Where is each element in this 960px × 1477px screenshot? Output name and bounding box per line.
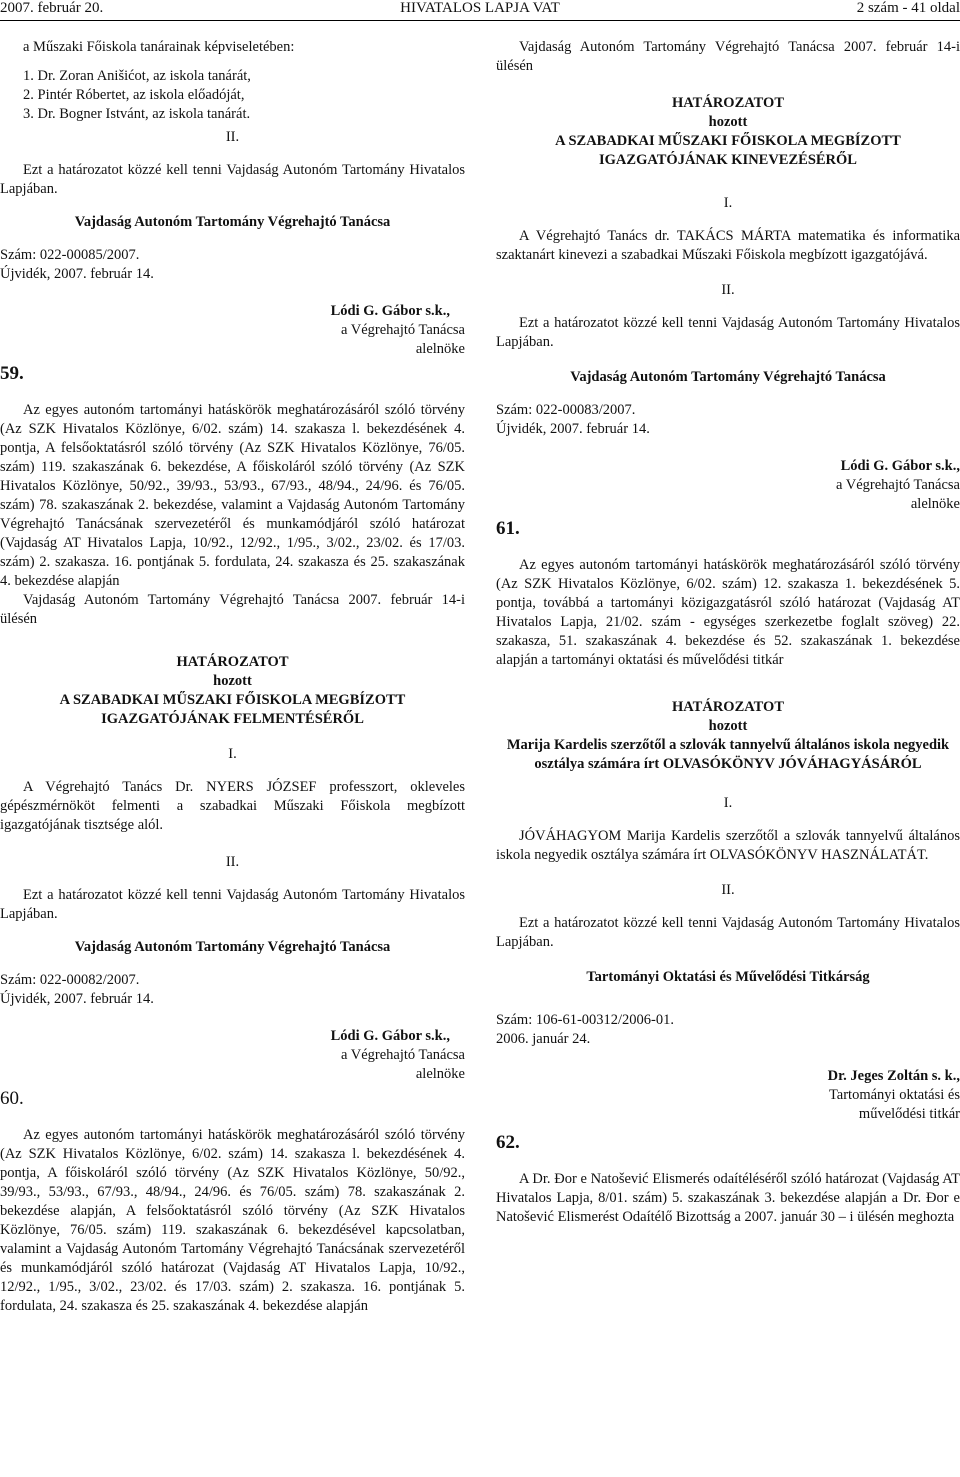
signature-block [0,302,465,359]
section-text: Ezt a határozatot közzé kell tenni Vajdaság Autonóm Tartomány Hivatalos Lapjában. [496,915,960,950]
section-text: Ezt a határozatot közzé kell tenni Vajdaság Autonóm Tartomány Hivatalos Lapjában. [0,162,465,197]
decision-title-line: hozott [708,718,748,734]
session-text: Vajdaság Autonóm Tartomány Végrehajtó Tanácsa 2007. február 14-i ülésén [0,592,465,627]
right-column [496,38,960,1227]
decision-title [496,94,960,170]
document-number: 60. [0,1088,24,1109]
section-text: Ezt a határozatot közzé kell tenni Vajdaság Autonóm Tartomány Hivatalos Lapjában. [0,887,465,922]
section-heading: II. [721,882,735,898]
issue-date: Újvidék, 2007. február 14. [0,991,154,1007]
reference-number: Szám: 106-61-00312/2006-01. [496,1012,675,1028]
intro-text: a Műszaki Főiskola tanárainak képviseletében: [23,39,295,55]
signer-role: a Végrehajtó Tanácsa [340,322,465,338]
signer-role: alelnöke [910,496,960,512]
reference-number: Szám: 022-00085/2007. [0,247,140,263]
section-heading: II. [225,854,240,870]
issue-date: Újvidék, 2007. február 14. [0,266,154,282]
issuing-body: Vajdaság Autonóm Tartomány Végrehajtó Tanácsa [74,214,391,230]
decision-title-line: hozott [708,114,748,130]
decision-title [0,653,465,729]
signer-role: alelnöke [415,341,465,357]
member-item: 1. Dr. Zoran Anišićot, az iskola tanárát, [23,68,251,84]
signer-role: a Végrehajtó Tanácsa [340,1047,465,1063]
decision-title-line: HATÁROZATOT [176,654,289,670]
decision-subject: A SZABADKAI MŰSZAKI FŐISKOLA MEGBÍZOTT IGAZGATÓJÁNAK KINEVEZÉSÉRŐL [555,133,901,168]
reference-number: Szám: 022-00083/2007. [496,402,636,418]
signer-name: Lódi G. Gábor s.k., [840,458,960,474]
decision-title-line: HATÁROZATOT [672,95,784,111]
issue-date: 2006. január 24. [496,1031,591,1047]
preamble-text: Az egyes autonóm tartományi hatáskörök meghatározásáról szóló törvény (Az SZK Hivatalos Közlönye, 6/02. szám) 12. szakasza 1. bekezdésének 5. pontja, továbbá a tartományi közigazgatásról szóló határozat (Vajdaság AT Hivatalos Lapja, 21/02. szám - egységes szerkezetbe foglalt szöveg) 22. szakasza, 51. szakaszának 4. bekezdése és 52. szakaszának 1. bekezdése alapján a tartományi oktatási és művelődési titkár [496,557,960,668]
signer-name: Lódi G. Gábor s.k., [330,303,450,319]
issuing-body: Tartományi Oktatási és Művelődési Titkárság [586,969,870,985]
page-header [0,0,960,21]
section-text: Ezt a határozatot közzé kell tenni Vajdaság Autonóm Tartomány Hivatalos Lapjában. [496,315,960,350]
signer-name: Dr. Jeges Zoltán s. k., [827,1068,960,1084]
section-text: A Végrehajtó Tanács Dr. NYERS JÓZSEF professzort, okleveles gépészmérnököt felmenti a szabadkai Műszaki Főiskola megbízott igazgatójának tisztsége alól. [0,779,465,833]
preamble-text: Az egyes autonóm tartományi hatáskörök meghatározásáról szóló törvény (Az SZK Hivatalos Közlönye, 6/02. szám) 14. szakasza l. bekezdésének 4. pontja, A főiskoláról szóló törvény (Az SZK Hivatalos Közlönye, 50/92., 39/93., 53/93., 67/93., 48/94., 24/96. és 76/05. szám) 78. szakaszának 2. bekezdése alapján, A felsőoktatásról szóló törvény (Az SZK Hivatalos Közlönye, 76/05. szám) 119. szakaszának 6. bekezdésével kapcsolatban, valamint a Vajdaság Autonóm Tartomány Végrehajtó Tanácsának szervezetéről és munkamódjáról szóló határozat (Vajdaság AT Hivatalos Lapja, 10/92., 12/92., 1/95., 3/02., 23/02. és 17/03. szám) 2. szakasza. 16. pontjának 5. fordulata, 24. szakasza és 25. szakaszának 4. bekezdése alapján [0,1127,465,1314]
section-heading: I. [723,795,733,811]
decision-title-line: hozott [213,673,252,689]
decision-subject: Marija Kardelis szerzőtől a szlovák tannyelvű általános iskola negyedik osztálya számára írt OLVASÓKÖNYV JÓVÁHAGYÁSÁRÓL [506,737,950,772]
signer-role: művelődési titkár [858,1106,960,1122]
signer-name: Lódi G. Gábor s.k., [330,1028,450,1044]
section-heading: I. [228,746,237,762]
header-page-number: 2 szám - 41 oldal [856,0,960,16]
session-text: Vajdaság Autonóm Tartomány Végrehajtó Tanácsa 2007. február 14-i ülésén [496,39,960,74]
member-item: 2. Pintér Róbertet, az iskola előadóját, [23,87,245,103]
signature-block [0,1027,465,1084]
preamble-text: Az egyes autonóm tartományi hatáskörök meghatározásáról szóló törvény (Az SZK Hivatalos Közlönye, 6/02. szám) 14. szakasza l. bekezdésének 4. pontja, A felsőoktatásról szóló törvény (Az SZK Hivatalos Közlönye, 76/05. szám) 119. szakaszának 6. bekezdése, A főiskoláról szóló törvény (Az SZK Hivatalos Közlönye, 50/92., 39/93., 53/93., 67/93., 48/94., 24/96. és 76/05. szám) 78. szakaszának 2. bekezdése, valamint a Vajdaság Autonóm Tartomány Végrehajtó Tanácsának szervezetéről és munkamódjáról szóló határozat (Vajdaság AT Hivatalos Lapja, 10/92., 12/92., 1/95., 3/02., 23/02. és 17/03. szám) 2. szakasza. 16. pontjának 5. fordulata, 24. szakasza és 25. szakaszának 4. bekezdése alapján [0,402,465,589]
header-journal-title: HIVATALOS LAPJA VAT [400,0,560,16]
decision-title [496,698,960,774]
section-heading: II. [225,129,240,145]
signer-role: Tartományi oktatási és [828,1087,960,1103]
signer-role: a Végrehajtó Tanácsa [835,477,960,493]
decision-title-line: HATÁROZATOT [672,699,784,715]
document-number: 59. [0,363,24,384]
reference-number: Szám: 022-00082/2007. [0,972,140,988]
left-column [0,38,465,1316]
decision-subject: A SZABADKAI MŰSZAKI FŐISKOLA MEGBÍZOTT IGAZGATÓJÁNAK FELMENTÉSÉRŐL [59,692,406,727]
signature-block [496,1067,960,1124]
member-list [0,67,465,124]
signer-role: alelnöke [415,1066,465,1082]
signature-block [496,457,960,514]
document-number: 62. [496,1132,520,1153]
header-date: 2007. február 20. [0,0,104,16]
section-heading: I. [723,195,733,211]
section-text: JÓVÁHAGYOM Marija Kardelis szerzőtől a szlovák tannyelvű általános iskola negyedik osztálya számára írt OLVASÓKÖNYV HASZNÁLATÁT. [496,828,960,863]
member-item: 3. Dr. Bogner Istvánt, az iskola tanárát. [23,106,251,122]
document-number: 61. [496,518,520,539]
issue-date: Újvidék, 2007. február 14. [496,421,650,437]
issuing-body: Vajdaság Autonóm Tartomány Végrehajtó Tanácsa [570,369,886,385]
issuing-body: Vajdaság Autonóm Tartomány Végrehajtó Tanácsa [74,939,391,955]
preamble-text: A Dr. Đor e Natošević Elismerés odaítéléséről szóló határozat (Vajdaság AT Hivatalos Lapja, 8/01. szám) 5. szakaszának 3. bekezdése alapján a Dr. Đor e Natošević Elismerést Odaítélő Bizottság a 2007. január 30 – i ülésén meghozta [496,1171,960,1225]
section-text: A Végrehajtó Tanács dr. TAKÁCS MÁRTA matematika és informatika szaktanárt kinevezi a szabadkai Műszaki Főiskola megbízott igazgatójává. [496,228,960,263]
section-heading: II. [721,282,735,298]
